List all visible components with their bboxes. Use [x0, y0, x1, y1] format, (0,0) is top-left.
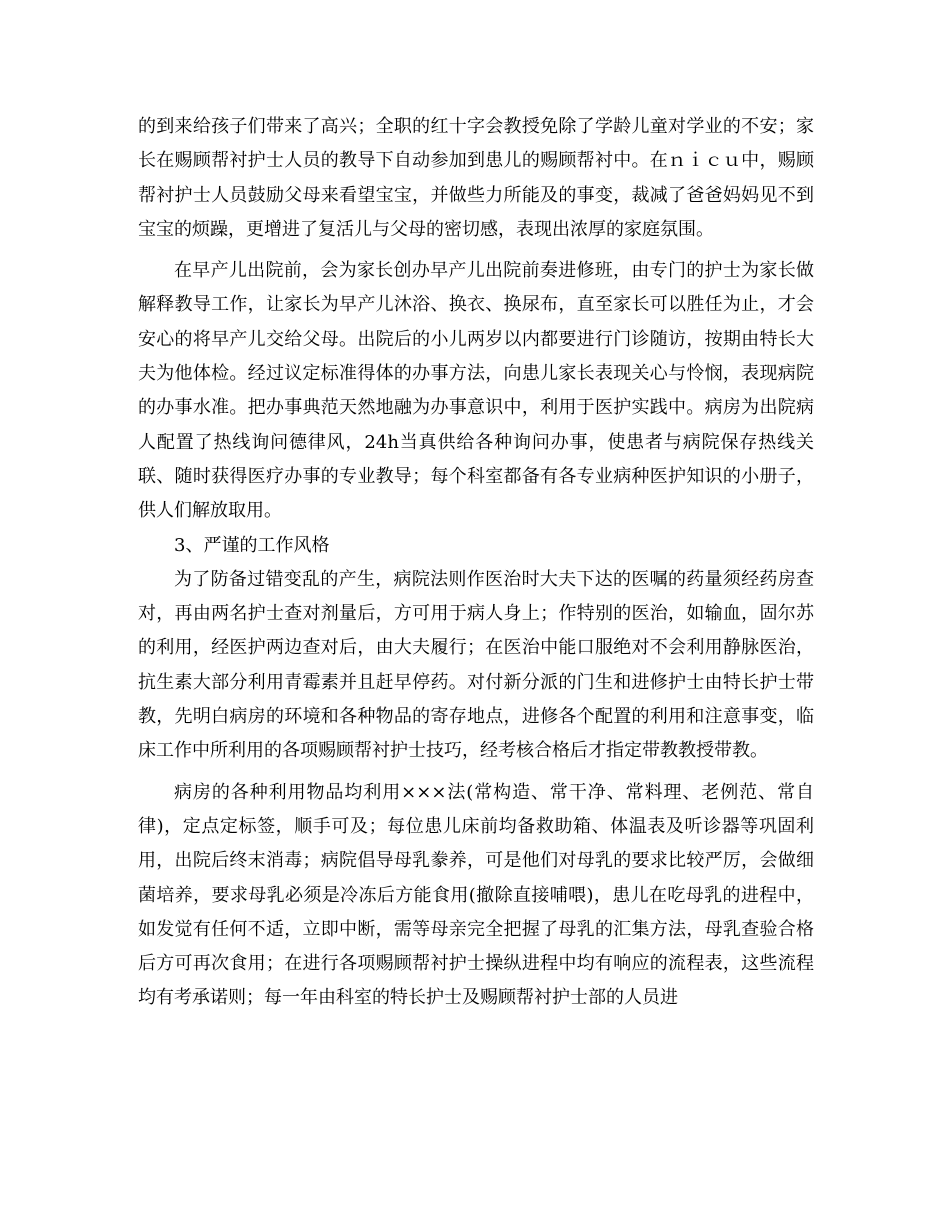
paragraph-continuation: 的到来给孩子们带来了高兴；全职的红十字会教授免除了学龄儿童对学业的不安；家长在赐顾帮衬护士人员的教导下自动参加到患儿的赐顾帮衬中。在ｎｉｃｕ中，赐顾帮衬护士人员鼓励父母来看望宝宝，并做些力所能及的事变，裁减了爸爸妈妈见不到宝宝的烦躁，更增进了复活儿与父母的密切感，表现出浓厚的家庭氛围。	[138, 116, 814, 240]
document-body	[138, 110, 814, 1016]
paragraph-discharge-training: 在早产儿出院前，会为家长创办早产儿出院前奏进修班，由专门的护士为家长做解释教导工作，让家长为早产儿沐浴、换衣、换尿布，直至家长可以胜任为止，才会安心的将早产儿交给父母。出院后的小儿两岁以内都要进行门诊随访，按期由特长大夫为他体检。经过议定标准得体的办事方法，向患儿家长表现关心与怜悯，表现病院的办事水准。把办事典范天然地融为办事意识中，利用于医护实践中。病房为出院病人配置了热线询问德律风，24h当真供给各种询问办事，使患者与病院保存热线关联、随时获得医疗办事的专业教导；每个科室都备有各专业病种医护知识的小册子，供人们解放取用。	[138, 260, 814, 522]
paragraph-error-prevention: 为了防备过错变乱的产生，病院法则作医治时大夫下达的医嘱的药量须经药房查对，再由两名护士查对剂量后，方可用于病人身上；作特别的医治，如输血，固尔苏的利用，经医护两边查对后，由大夫履行；在医治中能口服绝对不会利用静脉医治，抗生素大部分利用青霉素并且赶早停药。对付新分派的门生和进修护士由特长护士带教，先明白病房的环境和各种物品的寄存地点，进修各个配置的利用和注意事变，临床工作中所利用的各项赐顾帮衬护士技巧，经考核合格后才指定带教教授带教。	[138, 568, 814, 762]
paragraph-ward-supplies: 病房的各种利用物品均利用×××法(常构造、常干净、常料理、老例范、常自律)，定点定标签，顺手可及；每位患儿床前均备救助箱、体温表及听诊器等巩固利用，出院后终末消毒；病院倡导母乳豢养，可是他们对母乳的要求比较严厉，会做细菌培养，要求母乳必须是冷冻后方能食用(撤除直接哺喂)，患儿在吃母乳的进程中，如发觉有任何不适，立即中断，需等母亲完全把握了母乳的汇集方法，母乳查验合格后方可再次食用；在进行各项赐顾帮衬护士操纵进程中均有响应的流程表，这些流程均有考承诺则；每一年由科室的特长护士及赐顾帮衬护士部的人员进	[138, 781, 814, 1009]
section-heading: 3、严谨的工作风格	[174, 534, 330, 556]
